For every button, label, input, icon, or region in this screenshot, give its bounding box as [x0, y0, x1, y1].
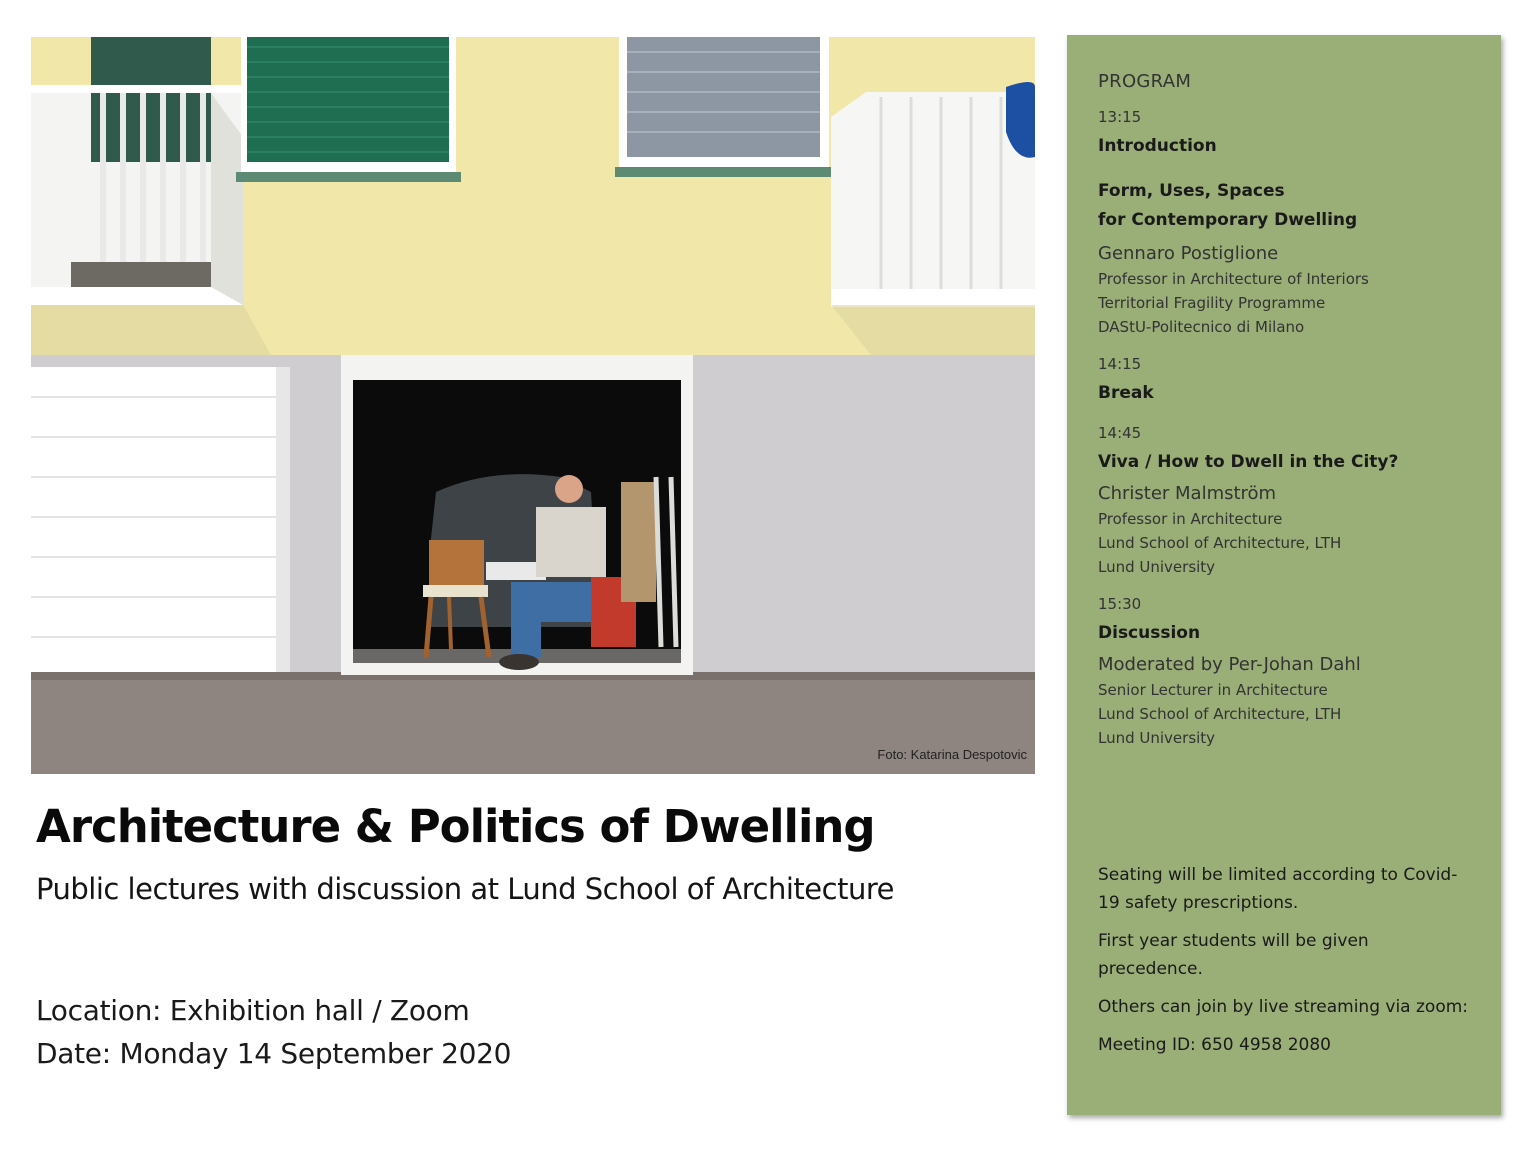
poster-subtitle: Public lectures with discussion at Lund School of Architecture: [36, 872, 894, 906]
window-green-blinds: [236, 37, 461, 182]
slot-title: Introduction: [1098, 136, 1217, 156]
event-location: Location: Exhibition hall / Zoom: [36, 994, 470, 1027]
open-garage: [341, 355, 693, 675]
slot-title: Break: [1098, 383, 1154, 403]
program-slot: [1098, 108, 1488, 161]
program-slot: [1098, 424, 1488, 579]
note-precedence: First year students will be given precedence.: [1098, 931, 1369, 979]
left-garage-door: [31, 367, 290, 672]
attendance-notes: [1098, 861, 1478, 1069]
event-date: Date: Monday 14 September 2020: [36, 1037, 512, 1070]
slot-time: 15:30: [1098, 595, 1142, 613]
speaker-name: Moderated by Per-Johan Dahl: [1098, 654, 1361, 675]
program-list: [1098, 71, 1488, 766]
poster-title: Architecture & Politics of Dwelling: [36, 800, 875, 853]
speaker-affiliation: Lund School of Architecture, LTH: [1098, 705, 1342, 723]
poster-photo: [31, 37, 1035, 774]
slot-title: Discussion: [1098, 623, 1201, 643]
house-garage-illustration: [31, 37, 1035, 774]
program-slot: [1098, 355, 1488, 408]
speaker-affiliation: Professor in Architecture of Interiors: [1098, 270, 1369, 288]
slot-time: 13:15: [1098, 108, 1142, 126]
speaker-affiliation: Professor in Architecture: [1098, 510, 1283, 528]
speaker-affiliation: Territorial Fragility Programme: [1098, 294, 1326, 312]
speaker-affiliation: Lund University: [1098, 558, 1216, 576]
speaker-name: Gennaro Postiglione: [1098, 243, 1279, 264]
meeting-id: Meeting ID: 650 4958 2080: [1098, 1035, 1331, 1055]
note-seating: Seating will be limited according to Covid-19 safety prescriptions.: [1098, 865, 1458, 913]
program-heading: PROGRAM: [1098, 71, 1192, 92]
slot-time: 14:45: [1098, 424, 1142, 442]
photo-credit: Foto: Katarina Despotovic: [877, 747, 1027, 762]
program-slot: [1098, 595, 1488, 750]
right-balcony: [831, 82, 1035, 307]
speaker-affiliation: DAStU-Politecnico di Milano: [1098, 318, 1305, 336]
slot-time: 14:15: [1098, 355, 1142, 373]
program-slot: [1098, 177, 1488, 339]
note-streaming: Others can join by live streaming via zoom:: [1098, 997, 1469, 1017]
slot-title-line: for Contemporary Dwelling: [1098, 210, 1358, 230]
speaker-affiliation: Senior Lecturer in Architecture: [1098, 681, 1328, 699]
slot-title-line: Form, Uses, Spaces: [1098, 181, 1285, 201]
program-panel: [1067, 35, 1501, 1115]
window-right: [615, 37, 833, 177]
speaker-affiliation: Lund School of Architecture, LTH: [1098, 534, 1342, 552]
slot-title: Viva / How to Dwell in the City?: [1098, 452, 1399, 472]
speaker-affiliation: Lund University: [1098, 729, 1216, 747]
speaker-name: Christer Malmström: [1098, 483, 1277, 504]
